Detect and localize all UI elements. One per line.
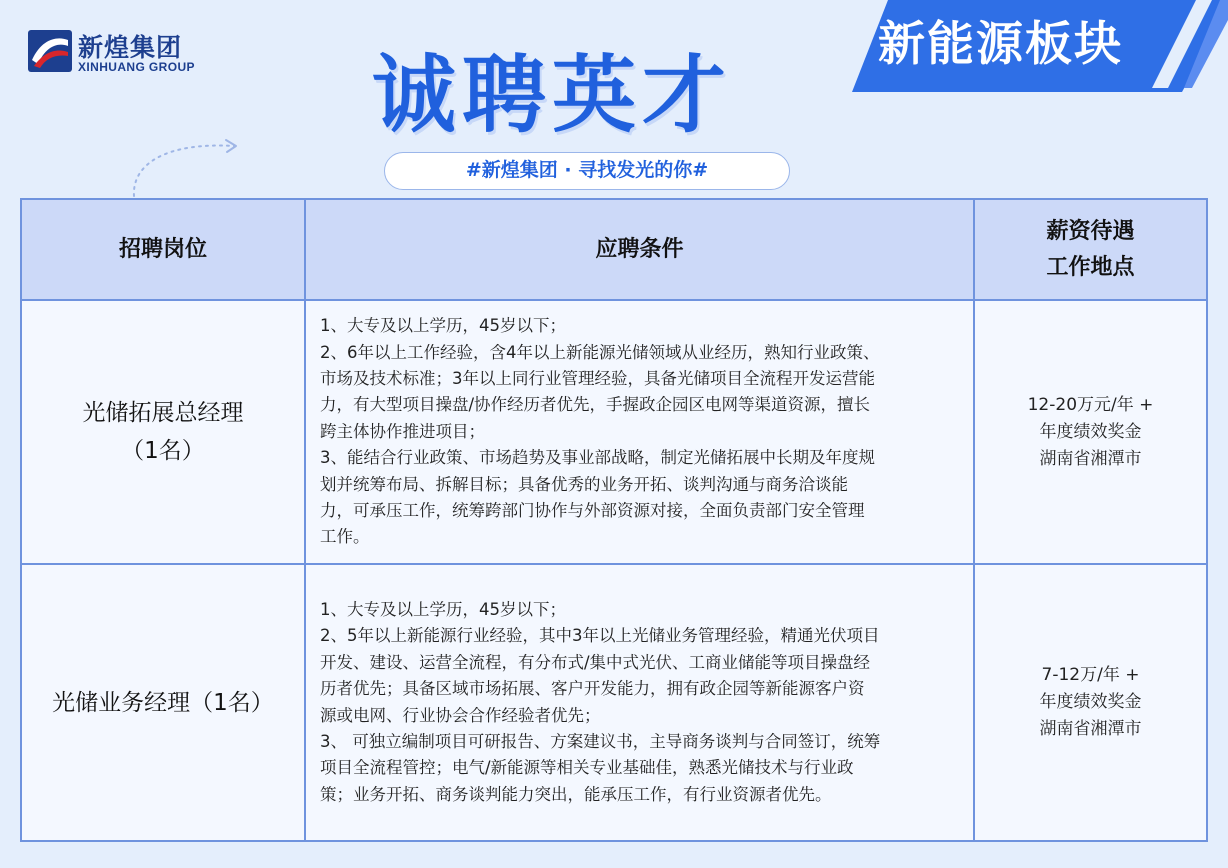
position-title: 光储拓展总经理: [82, 400, 244, 426]
logo-name-en: XINHUANG GROUP: [78, 60, 195, 74]
dotted-arrow-icon: [126, 134, 246, 200]
requirement-line: 项目全流程管控；电气/新能源等相关专业基础佳，熟悉光储技术与行业政: [320, 758, 854, 778]
work-location: 湖南省湘潭市: [1039, 448, 1142, 469]
requirement-line: 1、大专及以上学历，45岁以下；: [320, 316, 566, 336]
salary-range: 12-20万元/年 +: [1027, 394, 1154, 415]
page-title: 诚聘英才: [372, 46, 733, 144]
company-logo: [28, 28, 228, 76]
bonus-text: 年度绩效奖金: [1039, 421, 1142, 442]
requirement-line: 2、5年以上新能源行业经验，其中3年以上光储业务管理经验，精通光伏项目: [320, 626, 880, 646]
salary-range: 7-12万/年 +: [1041, 665, 1140, 685]
work-location: 湖南省湘潭市: [1039, 719, 1142, 739]
position-headcount: （1名）: [121, 438, 205, 464]
logo-name-cn: 新煌集团: [78, 33, 183, 62]
header-requirements: [306, 200, 975, 299]
requirement-line: 开发、建设、运营全流程，有分布式/集中式光伏、工商业储能等项目操盘经: [320, 652, 871, 672]
header-salary-location: [975, 200, 1206, 299]
requirement-line: 1、大专及以上学历，45岁以下；: [320, 599, 566, 619]
requirement-line: 工作。: [320, 527, 370, 547]
requirement-line: 市场及技术标准；3年以上同行业管理经验，具备光储项目全流程开发运营能: [320, 368, 875, 388]
requirement-line: 3、 可独立编制项目可研报告、方案建议书，主导商务谈判与合同签订，统筹: [320, 731, 881, 751]
requirements-cell: [306, 301, 975, 563]
requirement-line: 策；业务开拓、商务谈判能力突出，能承压工作，有行业资源者优先。: [320, 784, 832, 804]
header-position-label: 招聘岗位: [118, 236, 207, 262]
salary-location-cell: [975, 565, 1206, 840]
requirement-line: 力，可承压工作，统筹跨部门协作与外部资源对接，全面负责部门安全管理: [320, 501, 865, 521]
section-badge: 新能源板块: [878, 17, 1123, 72]
position-cell: [22, 301, 306, 563]
logo-mark-icon: [28, 30, 72, 72]
table-row: [22, 301, 1206, 565]
requirement-line: 力，有大型项目操盘/协作经历者优先，手握政企园区电网等渠道资源，擅长: [320, 395, 871, 415]
requirement-line: 跨主体协作推进项目；: [320, 421, 485, 441]
bonus-text: 年度绩效奖金: [1039, 692, 1142, 712]
requirement-line: 源或电网、行业协会合作经验者优先；: [320, 705, 601, 725]
requirement-line: 2、6年以上工作经验，含4年以上新能源光储领域从业经历，熟知行业政策、: [320, 342, 880, 362]
requirement-line: 历者优先；具备区域市场拓展、客户开发能力，拥有政企园等新能源客户资: [320, 679, 865, 699]
position-cell: [22, 565, 306, 840]
tagline-pill: #新煌集团 · 寻找发光的你#: [384, 152, 790, 190]
header-position: [22, 200, 306, 299]
table-row: [22, 565, 1206, 840]
header-location-label: 工作地点: [1046, 254, 1135, 280]
job-table: [20, 198, 1208, 842]
salary-location-cell: [975, 301, 1206, 563]
header-salary-label: 薪资待遇: [1046, 218, 1135, 244]
requirement-line: 划并统筹布局、拆解目标；具备优秀的业务开拓、谈判沟通与商务洽谈能: [320, 474, 848, 494]
position-title: 光储业务经理（1名）: [52, 689, 274, 716]
requirement-line: 3、能结合行业政策、市场趋势及事业部战略，制定光储拓展中长期及年度规: [320, 448, 875, 468]
requirements-cell: [306, 565, 975, 840]
table-header-row: [22, 200, 1206, 301]
header-requirements-label: 应聘条件: [595, 236, 684, 262]
